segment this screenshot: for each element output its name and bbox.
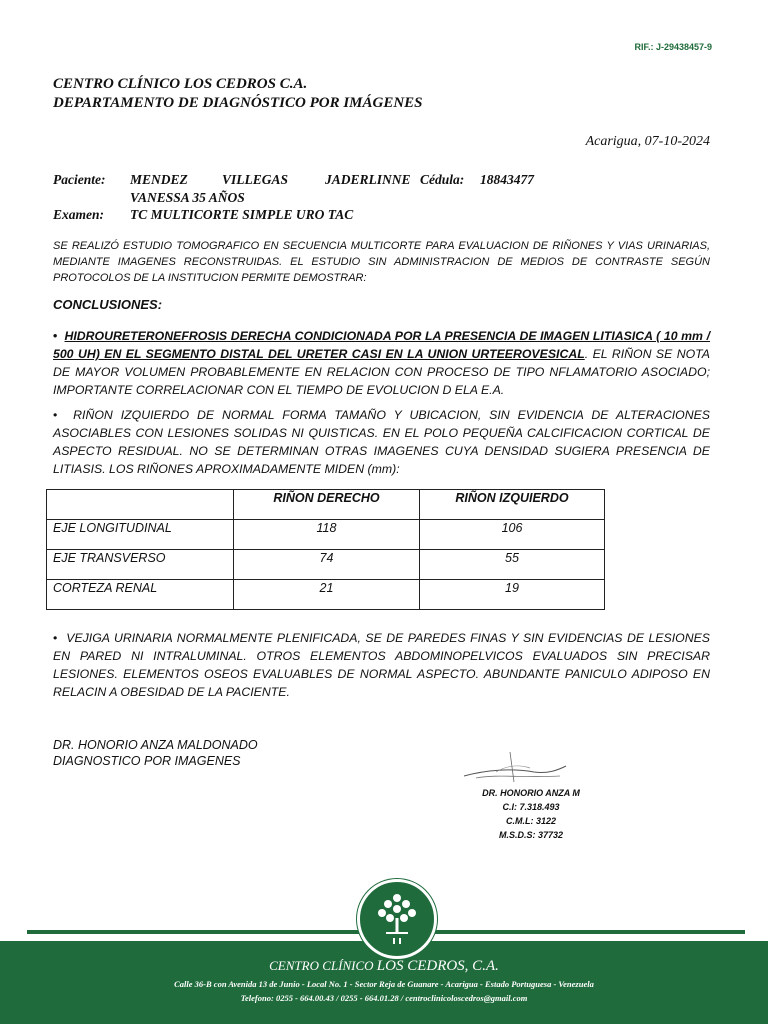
clinic-logo bbox=[357, 879, 437, 959]
stamp-line-ci: C.I: 7.318.493 bbox=[502, 802, 560, 812]
finding-right-kidney-highlight: HIDROURETERONEFROSIS DERECHA CONDICIONADA POR LA PRESENCIA DE IMAGEN LITIASICA ( 10 mm / 500 UH) EN EL SEGMENTO DISTAL DEL URETER CASI EN LA UNION URTEEROVESICAL bbox=[53, 329, 711, 361]
table-header-row bbox=[47, 490, 605, 520]
cedar-tree-icon bbox=[360, 882, 434, 956]
doctor-stamp bbox=[456, 748, 606, 848]
doctor-title: DIAGNOSTICO POR IMAGENES bbox=[53, 754, 241, 768]
clinic-name: CENTRO CLÍNICO LOS CEDROS C.A. bbox=[53, 76, 308, 92]
row-label: EJE TRANSVERSO bbox=[47, 550, 234, 580]
footer-title-a: CENTRO CLÍNICO bbox=[269, 958, 374, 973]
finding-left-kidney-text: RIÑON IZQUIERDO DE NORMAL FORMA TAMAÑO Y UBICACION, SIN EVIDENCIA DE ALTERACIONES ASOCIABLES CON LESIONES SOLIDAS NI QUISTICAS. EN EL POLO PEQUEÑA CALCIFICACION CORTICAL DE ASPECTO RESIDUAL. NO SE DETERMINAN OTRAS IMAGENES CUYA DENSIDAD SUGIERA PRESENCIA DE LITIASIS. LOS RIÑONES APROXIMADAMENTE MIDEN (mm): bbox=[53, 408, 710, 476]
row-label: CORTEZA RENAL bbox=[47, 580, 234, 610]
left-kidney-value: 19 bbox=[420, 580, 605, 610]
footer-title-b: LOS CEDROS, C.A. bbox=[376, 958, 499, 974]
patient-name-2: VILLEGAS bbox=[222, 172, 289, 187]
doctor-signature-block bbox=[53, 737, 258, 769]
bullet-icon: • bbox=[53, 408, 74, 422]
table-row bbox=[47, 520, 605, 550]
footer-clinic-name bbox=[0, 958, 768, 975]
left-kidney-value: 55 bbox=[420, 550, 605, 580]
table-header-right-kidney: RIÑON DERECHO bbox=[234, 490, 420, 520]
id-label: Cédula: bbox=[420, 172, 465, 187]
right-kidney-value: 118 bbox=[234, 520, 420, 550]
stamp-line-msds: M.S.D.S: 37732 bbox=[498, 830, 564, 840]
department-name: DEPARTAMENTO DE DIAGNÓSTICO POR IMÁGENES bbox=[53, 95, 423, 111]
table-row bbox=[47, 550, 605, 580]
exam-label: Examen: bbox=[53, 207, 105, 222]
patient-name-3: JADERLINNE bbox=[325, 172, 411, 187]
report-date: Acarigua, 07-10-2024 bbox=[585, 134, 710, 149]
id-value: 18843477 bbox=[480, 172, 534, 187]
table-header-left-kidney: RIÑON IZQUIERDO bbox=[420, 490, 605, 520]
right-kidney-value: 74 bbox=[234, 550, 420, 580]
stamp-line-name: DR. HONORIO ANZA M bbox=[482, 788, 580, 798]
left-kidney-value: 106 bbox=[420, 520, 605, 550]
bullet-icon: • bbox=[53, 631, 67, 645]
footer-address: Calle 36-B con Avenida 13 de Junio - Local No. 1 - Sector Reja de Guanare - Acarigua - Estado Portuguesa - Venezuela bbox=[174, 979, 594, 989]
intro-paragraph: SE REALIZÓ ESTUDIO TOMOGRAFICO EN SECUENCIA MULTICORTE PARA EVALUACION DE RIÑONES Y VIAS URINARIAS, MEDIANTE IMAGENES RECONSTRUIDAS. EL ESTUDIO SIN ADMINISTRACION DE MEDIOS DE CONTRASTE SEGÚN PROTOCOLOS DE LA INSTITUCION PERMITE DEMOSTRAR: bbox=[53, 240, 710, 284]
finding-bladder bbox=[53, 629, 710, 701]
stamp-line-cml: C.M.L: 3122 bbox=[505, 816, 556, 826]
finding-right-kidney-detail: . EL RIÑON SE NOTA DE MAYOR VOLUMEN PROBABLEMENTE EN RELACION CON PROCESO DE TIPO NFLAMATORIO ASOCIADO; IMPORTANTE CORRELACIONAR CON EL TIEMPO DE EVOLUCION D ELA E.A. bbox=[53, 347, 710, 397]
footer-contact: Telefono: 0255 - 664.00.43 / 0255 - 664.01.28 / centroclinicoloscedros@gmail.com bbox=[240, 993, 528, 1003]
finding-left-kidney bbox=[53, 406, 710, 478]
finding-right-kidney bbox=[53, 327, 710, 399]
bullet-icon: • bbox=[53, 329, 65, 343]
doctor-name: DR. HONORIO ANZA MALDONADO bbox=[53, 738, 258, 752]
table-row bbox=[47, 580, 605, 610]
patient-name-line2: VANESSA 35 AÑOS bbox=[130, 190, 245, 205]
conclusions-title: CONCLUSIONES: bbox=[53, 297, 163, 312]
row-label: EJE LONGITUDINAL bbox=[47, 520, 234, 550]
finding-bladder-text: VEJIGA URINARIA NORMALMENTE PLENIFICADA, SE DE PAREDES FINAS Y SIN EVIDENCIAS DE LESIONES EN PARED NI INTRALUMINAL. OTROS ELEMENTOS ABDOMINOPELVICOS EVALUADOS SIN PRECISAR LESIONES. ELEMENTOS OSEOS EVALUABLES DE NORMAL ASPECTO. ABUNDANTE PANICULO ADIPOSO EN RELACIN A OBESIDAD DE LA PACIENTE. bbox=[53, 631, 711, 699]
kidney-measurements-table bbox=[46, 489, 605, 610]
patient-name-1: MENDEZ bbox=[130, 172, 188, 187]
exam-value: TC MULTICORTE SIMPLE URO TAC bbox=[130, 207, 354, 222]
right-kidney-value: 21 bbox=[234, 580, 420, 610]
table-header-empty bbox=[47, 490, 234, 520]
rif-number: RIF.: J-29438457-9 bbox=[634, 42, 712, 52]
patient-label: Paciente: bbox=[53, 172, 106, 187]
handwritten-signature-icon bbox=[456, 748, 606, 788]
